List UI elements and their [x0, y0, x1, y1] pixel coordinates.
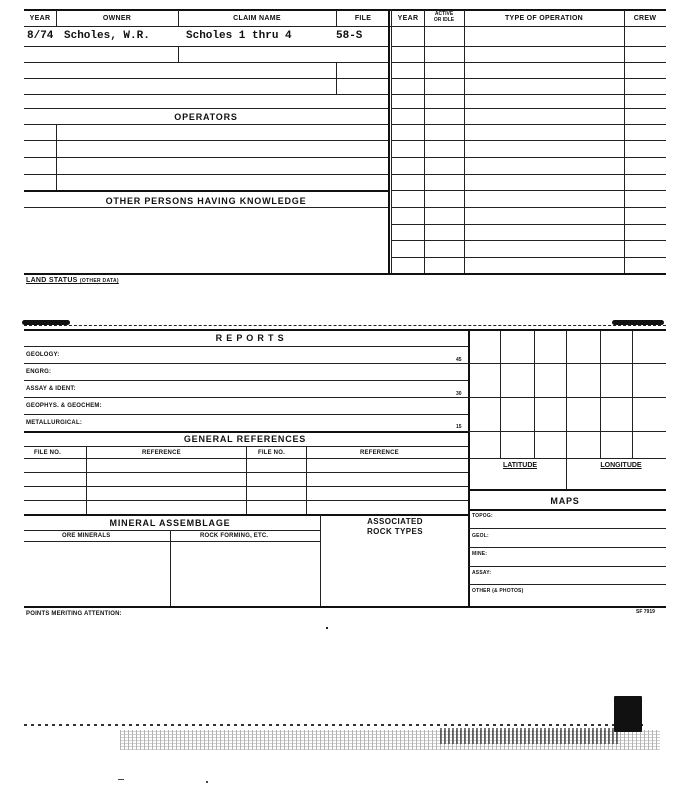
grid-col — [600, 331, 601, 458]
col-rule — [464, 10, 465, 273]
form-code: SF 7919 — [636, 609, 655, 615]
report-geophys: GEOPHYS. & GEOCHEM: — [26, 403, 102, 409]
entry-file: 58-S — [336, 30, 363, 42]
mineral-col — [320, 514, 321, 606]
row-rule — [24, 124, 388, 125]
right-grid-divider — [468, 329, 470, 606]
block-divider — [388, 9, 390, 273]
top-border — [24, 9, 666, 11]
ref-reference-2: REFERENCE — [360, 450, 399, 456]
right-row-rule — [392, 190, 666, 191]
scan-dot — [206, 781, 208, 783]
mineral-rule — [24, 541, 320, 542]
scan-dot — [326, 627, 328, 629]
grid-row — [468, 363, 666, 364]
header-idle-label: OR IDLE — [433, 17, 455, 23]
right-row-rule — [392, 78, 666, 79]
row-rule — [24, 157, 388, 158]
scan-dot — [118, 779, 124, 780]
general-references-heading: GENERAL REFERENCES — [183, 434, 307, 444]
refs-bottom — [24, 514, 468, 516]
header-year-2: YEAR — [397, 15, 419, 22]
right-row-rule — [392, 46, 666, 47]
right-row-rule — [392, 207, 666, 208]
row-rule — [24, 94, 388, 95]
entry-date: 8/74 — [27, 30, 54, 42]
top-section-bottom — [24, 273, 666, 275]
map-topog: TOPOG: — [472, 513, 493, 519]
margin-number-45: 45 — [456, 357, 462, 363]
header-crew: CREW — [633, 15, 657, 22]
bottom-section-rule — [24, 606, 666, 608]
refs-col — [86, 446, 87, 514]
grid-row — [468, 431, 666, 432]
right-row-rule — [392, 94, 666, 95]
reports-top — [24, 329, 666, 331]
report-metallurgical: METALLURGICAL: — [26, 420, 83, 426]
land-status-title: LAND STATUS — [26, 277, 78, 284]
entry-owner: Scholes, W.R. — [64, 30, 150, 42]
reports-rule — [24, 363, 468, 364]
right-row-rule — [392, 257, 666, 258]
maps-top — [468, 489, 666, 491]
right-row-rule — [392, 174, 666, 175]
mineral-assemblage-heading: MINERAL ASSEMBLAGE — [109, 518, 231, 528]
associated-label: ASSOCIATED — [367, 517, 423, 526]
right-row-rule — [392, 108, 666, 109]
header-type-of-operation: TYPE OF OPERATION — [504, 15, 584, 22]
header-claim-name: CLAIM NAME — [233, 15, 281, 22]
report-engrg: ENGRG: — [26, 369, 52, 375]
right-row-rule — [392, 240, 666, 241]
longitude-label: LONGITUDE — [600, 462, 642, 469]
ore-minerals-label: ORE MINERALS — [62, 533, 111, 539]
col-rule — [424, 10, 425, 273]
right-row-rule — [392, 124, 666, 125]
maps-rule — [468, 547, 666, 548]
land-status-sub: (OTHER DATA) — [79, 278, 119, 284]
map-geol: GEOL: — [472, 533, 489, 539]
col-rule — [178, 46, 179, 62]
mid-rule — [24, 325, 666, 326]
row-rule — [24, 108, 388, 109]
reports-bottom — [24, 431, 468, 433]
grid-col — [566, 331, 567, 489]
map-assay: ASSAY: — [472, 570, 492, 576]
grid-row — [468, 458, 666, 459]
grid-col — [534, 331, 535, 458]
operators-heading: OPERATORS — [174, 112, 238, 122]
header-owner: OWNER — [102, 15, 132, 22]
header-bottom-rule — [24, 26, 666, 27]
row-rule — [24, 78, 388, 79]
entry-claim: Scholes 1 thru 4 — [186, 30, 292, 42]
reports-rule — [24, 397, 468, 398]
right-row-rule — [392, 140, 666, 141]
margin-number-30: 30 — [456, 391, 462, 397]
hdr-sep — [336, 10, 337, 26]
rock-forming-label: ROCK FORMING, ETC. — [200, 533, 269, 539]
col-rule — [56, 124, 57, 190]
maps-rule — [468, 566, 666, 567]
ref-reference-1: REFERENCE — [142, 450, 181, 456]
mineral-col — [170, 530, 171, 606]
row-rule — [24, 140, 388, 141]
col-rule — [624, 10, 625, 273]
header-year: YEAR — [29, 15, 51, 22]
right-row-rule — [392, 62, 666, 63]
row-rule — [24, 62, 388, 63]
scan-noise-dark — [440, 728, 620, 744]
header-active-or-idle — [424, 11, 464, 23]
grid-col — [632, 331, 633, 458]
reports-rule — [24, 346, 468, 347]
reports-rule — [24, 380, 468, 381]
associated-rock-types-heading — [322, 517, 468, 537]
reports-heading: R E P O R T S — [215, 333, 285, 343]
mineral-rule — [24, 530, 320, 531]
report-geology: GEOLOGY: — [26, 352, 60, 358]
registration-block — [614, 696, 642, 732]
map-mine: MINE: — [472, 551, 488, 557]
rock-types-label: ROCK TYPES — [366, 527, 423, 536]
header-active-label: ACTIVE — [434, 11, 454, 17]
right-row-rule — [392, 224, 666, 225]
scan-noise-band — [24, 724, 644, 726]
maps-rule — [468, 528, 666, 529]
latitude-label: LATITUDE — [502, 462, 538, 469]
maps-rule — [468, 584, 666, 585]
other-persons-heading: OTHER PERSONS HAVING KNOWLEDGE — [105, 196, 307, 206]
row-rule — [24, 207, 388, 208]
hdr-sep — [178, 10, 179, 26]
reports-rule — [24, 414, 468, 415]
refs-col — [306, 446, 307, 514]
row-rule — [24, 174, 388, 175]
right-row-rule — [392, 157, 666, 158]
row-rule — [24, 190, 388, 192]
refs-col — [246, 446, 247, 514]
land-status-label — [26, 277, 119, 284]
hdr-sep — [56, 10, 57, 26]
points-meriting-attention-label: POINTS MERITING ATTENTION: — [26, 611, 122, 617]
margin-number-15: 15 — [456, 424, 462, 430]
maps-rule — [468, 509, 666, 511]
grid-row — [468, 397, 666, 398]
map-other: OTHER (& PHOTOS) — [472, 588, 524, 594]
row-rule — [24, 46, 388, 47]
block-divider — [391, 9, 392, 273]
ref-file-no-2: FILE NO. — [258, 450, 285, 456]
ref-file-no-1: FILE NO. — [34, 450, 61, 456]
header-file: FILE — [354, 15, 372, 22]
report-assay: ASSAY & IDENT: — [26, 386, 76, 392]
grid-col — [500, 331, 501, 458]
col-rule — [336, 62, 337, 94]
maps-heading: MAPS — [550, 496, 580, 506]
